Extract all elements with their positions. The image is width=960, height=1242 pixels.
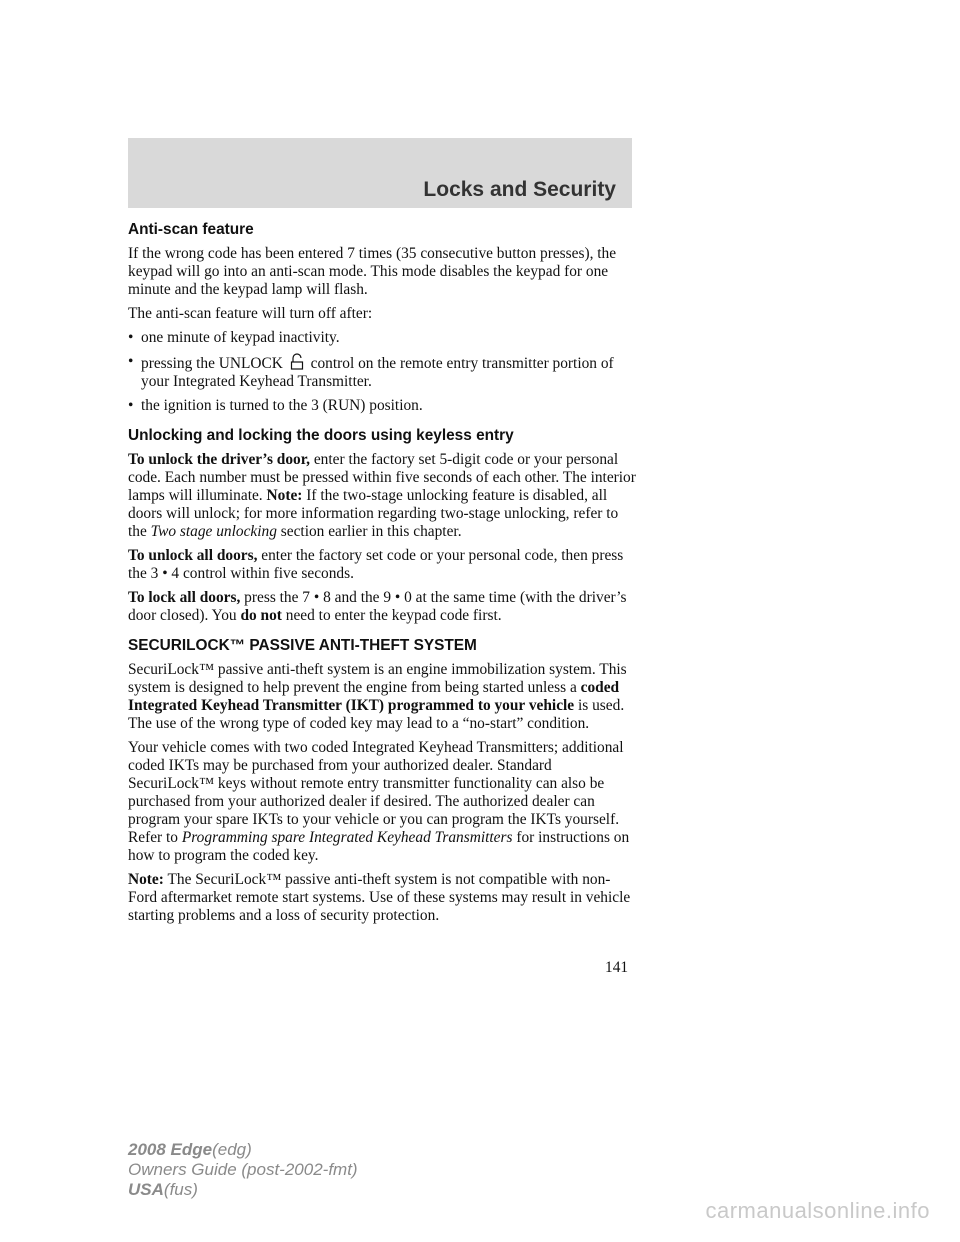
body-text: section earlier in this chapter. (276, 523, 462, 540)
list-item (128, 329, 636, 347)
keyless-paragraph-lock (128, 589, 636, 625)
section-title: Locks and Security (423, 178, 616, 201)
list-item-text: pressing the UNLOCK (141, 355, 283, 372)
footer-model: 2008 Edge (128, 1140, 213, 1159)
securilock-paragraph-1 (128, 661, 636, 733)
watermark: carmanualsonline.info (705, 1198, 930, 1223)
cross-reference: Two stage unlocking (150, 523, 277, 540)
list-item-text: the ignition is turned to the 3 (RUN) position. (141, 397, 423, 414)
footer-market: USA (128, 1180, 164, 1199)
footer-line (128, 1180, 358, 1200)
body-text: need to enter the keypad code first. (281, 607, 502, 624)
bold-text: coded Integrated Keyhead Transmitter (IKT) programmed to your vehicle (128, 679, 620, 714)
anti-scan-heading: Anti-scan feature (128, 221, 254, 238)
bold-text: To unlock all doors, (128, 547, 258, 564)
body-text: press the 7 • 8 and the 9 • 0 at the same time (with the driver’s door closed). You (128, 589, 627, 624)
bold-text: To lock all doors, (128, 589, 241, 606)
body-text: is used. The use of the wrong type of coded key may lead to a “no-start” condition. (128, 697, 625, 732)
footer-code: (fus) (163, 1180, 198, 1199)
footer-line (128, 1140, 358, 1160)
footer-line: Owners Guide (post-2002-fmt) (128, 1160, 358, 1179)
list-item (128, 397, 636, 415)
section-header (128, 138, 632, 208)
page-content (128, 221, 636, 931)
body-text: SecuriLock™ passive anti-theft system is an engine immobilization system. This system is designed to help prevent the engine from being started unless a (128, 661, 627, 696)
anti-scan-list (128, 329, 636, 415)
page-number: 141 (605, 959, 629, 976)
bullet-icon: • (128, 397, 134, 414)
securilock-paragraph-2 (128, 739, 636, 865)
note-label: Note: (128, 871, 164, 888)
bullet-icon: • (128, 329, 134, 346)
body-text: for instructions on how to program the coded key. (128, 829, 630, 864)
anti-scan-paragraph: If the wrong code has been entered 7 times (35 consecutive button presses), the keypad will go into an anti-scan mode. This mode disables the keypad for one minute and the keypad lamp will flash. (128, 245, 617, 298)
bold-text: do not (240, 607, 282, 624)
bold-text: To unlock the driver’s door, (128, 451, 310, 468)
body-text: enter the factory set code or your personal code, then press the 3 • 4 control within five seconds. (128, 547, 624, 582)
list-item-text: one minute of keypad inactivity. (141, 329, 340, 346)
body-text: Your vehicle comes with two coded Integrated Keyhead Transmitters; additional coded IKTs may be purchased from your authorized dealer. Standard SecuriLock™ keys without remote entry transmitter functionality can also be purchased from your authorized dealer if desired. The authorized dealer can program your spare IKTs to your vehicle or you can program the IKTs yourself. Refer to (128, 739, 624, 846)
keyless-paragraph-all (128, 547, 636, 583)
cross-reference: Programming spare Integrated Keyhead Transmitters (181, 829, 513, 846)
anti-scan-intro: The anti-scan feature will turn off after: (128, 305, 373, 322)
list-item-text: control on the remote entry transmitter portion of your Integrated Keyhead Transmitter. (141, 355, 614, 390)
keyless-paragraph-driver (128, 451, 636, 541)
unlock-icon (288, 353, 306, 371)
body-text: enter the factory set 5-digit code or your personal code. Each number must be pressed within five seconds of each other. The interior lamps will illuminate. (128, 451, 636, 504)
footer-code: (edg) (212, 1140, 252, 1159)
securilock-note (128, 871, 636, 925)
securilock-heading: SECURILOCK™ PASSIVE ANTI-THEFT SYSTEM (128, 637, 477, 654)
bullet-icon: • (128, 353, 134, 370)
document-footer (128, 1140, 358, 1200)
body-text: If the two-stage unlocking feature is disabled, all doors will unlock; for more information regarding two-stage unlocking, refer to the (128, 487, 619, 540)
body-text: The SecuriLock™ passive anti-theft system is not compatible with non-Ford aftermarket remote start systems. Use of these systems may result in vehicle starting problems and a loss of security protection. (128, 871, 631, 924)
keyless-heading: Unlocking and locking the doors using keyless entry (128, 427, 514, 444)
note-label: Note: (266, 487, 303, 504)
list-item (128, 353, 636, 391)
